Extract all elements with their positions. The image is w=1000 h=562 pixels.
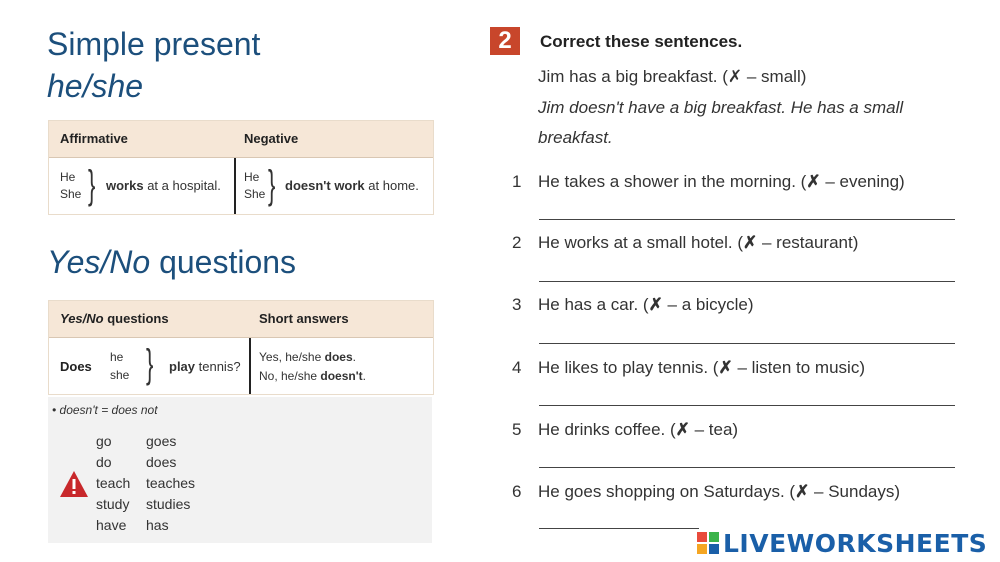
column-divider [234, 158, 236, 214]
item-number: 2 [512, 233, 522, 252]
answer-line-2[interactable] [539, 281, 955, 282]
item-number: 3 [512, 295, 522, 314]
example-line-2: Jim doesn't have a big breakfast. He has a small [538, 98, 904, 117]
exercise-item-2 [512, 233, 858, 253]
item-hint: – restaurant) [757, 233, 859, 252]
exercise-item-4 [512, 358, 865, 378]
item-text: He drinks coffee. ( [538, 420, 676, 439]
exercise-instruction: Correct these sentences. [540, 32, 743, 51]
liveworksheets-logo-icon [697, 532, 719, 554]
answer-line-6[interactable] [539, 528, 699, 529]
verbs-base-list [96, 431, 130, 536]
answer-line-5[interactable] [539, 467, 955, 468]
table-header [49, 121, 433, 157]
item-text: He takes a shower in the morning. ( [538, 172, 807, 191]
does-word: Does [60, 359, 92, 374]
aff-rest: at a hospital. [143, 178, 221, 193]
header-questions-text: questions [103, 311, 169, 326]
aff-pronoun-she: She [60, 187, 82, 201]
ans-no-pre: No, he/she [259, 369, 321, 383]
example-line-3: breakfast. [538, 128, 613, 147]
verbs-third-list [146, 431, 195, 536]
doesnt-note: • doesn't = does not [52, 403, 158, 417]
warning-triangle-icon [59, 470, 89, 498]
item-hint: – Sundays) [809, 482, 901, 501]
item-hint: – a bicycle) [662, 295, 754, 314]
question-rest [169, 359, 241, 374]
verb-third-person: teaches [146, 475, 196, 491]
cross-mark: ✗ [718, 358, 733, 377]
table-row [49, 157, 433, 214]
title-yes-no-italic: Yes/No [47, 244, 151, 280]
aff-pronouns [60, 169, 81, 203]
brace-icon: } [268, 163, 276, 207]
ans-yes-post: . [352, 350, 356, 364]
ans-no-post: . [362, 369, 366, 383]
tennis-text: tennis? [195, 359, 241, 374]
neg-pronoun-he: He [244, 170, 260, 184]
answer-line-4[interactable] [539, 405, 955, 406]
answer-line-1[interactable] [539, 219, 955, 220]
short-answer-no [259, 367, 366, 386]
verb-third-person: does [146, 454, 177, 470]
exercise-item-6 [512, 482, 900, 502]
cross-mark: ✗ [806, 172, 821, 191]
brace-icon: } [146, 342, 154, 386]
verb-base: study [96, 496, 130, 512]
affirmative-negative-table [48, 120, 434, 215]
item-text: He likes to play tennis. ( [538, 358, 719, 377]
header-affirmative: Affirmative [60, 131, 128, 146]
short-answer-yes [259, 348, 366, 367]
verb-third-person: has [146, 517, 169, 533]
cross-mark: ✗ [648, 295, 663, 314]
verb-base: go [96, 433, 112, 449]
item-number: 6 [512, 482, 522, 501]
aff-verb: works [106, 178, 144, 193]
item-number: 5 [512, 420, 522, 439]
item-text: He goes shopping on Saturdays. ( [538, 482, 796, 501]
item-hint: – evening) [820, 172, 905, 191]
table-row [49, 337, 433, 394]
pronoun-she: she [110, 368, 130, 382]
title-simple-present: Simple present [47, 26, 261, 62]
neg-rest: at home. [364, 178, 419, 193]
item-hint: – listen to music) [732, 358, 865, 377]
exercise-number-badge: 2 [490, 27, 520, 55]
exercise-item-3 [512, 295, 754, 315]
title-questions: questions [150, 244, 297, 280]
verb-third-person: goes [146, 433, 177, 449]
verb-base: have [96, 517, 127, 533]
ans-yes-pre: Yes, he/she [259, 350, 325, 364]
short-answers [259, 348, 366, 386]
title-he-she-text: he/she [47, 68, 144, 104]
cross-mark: ✗ [675, 420, 690, 439]
item-number: 1 [512, 172, 522, 191]
example-line-1: Jim has a big breakfast. (✗ – small) [538, 67, 807, 86]
exercise-item-5 [512, 420, 738, 440]
verb-base: do [96, 454, 112, 470]
aff-sentence [106, 178, 221, 193]
title-he-she [47, 69, 143, 103]
pronoun-he: he [110, 350, 124, 364]
verb-base: teach [96, 475, 131, 491]
header-short-answers: Short answers [259, 311, 349, 326]
cross-mark: ✗ [743, 233, 758, 252]
liveworksheets-text: LIVEWORKSHEETS [723, 528, 988, 558]
neg-verb: doesn't work [285, 178, 365, 193]
header-yes-no-questions [60, 311, 169, 326]
item-text: He works at a small hotel. ( [538, 233, 744, 252]
item-hint: – tea) [689, 420, 739, 439]
brace-icon: } [88, 163, 96, 207]
item-number: 4 [512, 358, 522, 377]
liveworksheets-logo [697, 528, 987, 558]
neg-sentence [285, 178, 419, 193]
neg-pronouns [244, 169, 265, 203]
verb-third-person: studies [146, 496, 191, 512]
item-text: He has a car. ( [538, 295, 649, 314]
table-header [49, 301, 433, 337]
ans-yes-bold: does [324, 350, 353, 364]
question-pronouns [110, 348, 129, 384]
column-divider [249, 338, 251, 394]
answer-line-3[interactable] [539, 343, 955, 344]
aff-pronoun-he: He [60, 170, 76, 184]
cross-mark: ✗ [795, 482, 810, 501]
neg-pronoun-she: She [244, 187, 266, 201]
yes-no-table [48, 300, 434, 395]
header-negative: Negative [244, 131, 299, 146]
ans-no-bold: doesn't [320, 369, 363, 383]
title-yes-no-questions [47, 245, 296, 279]
exercise-item-1 [512, 172, 905, 192]
header-yes-no-italic: Yes/No [60, 311, 104, 326]
play-verb: play [169, 359, 196, 374]
